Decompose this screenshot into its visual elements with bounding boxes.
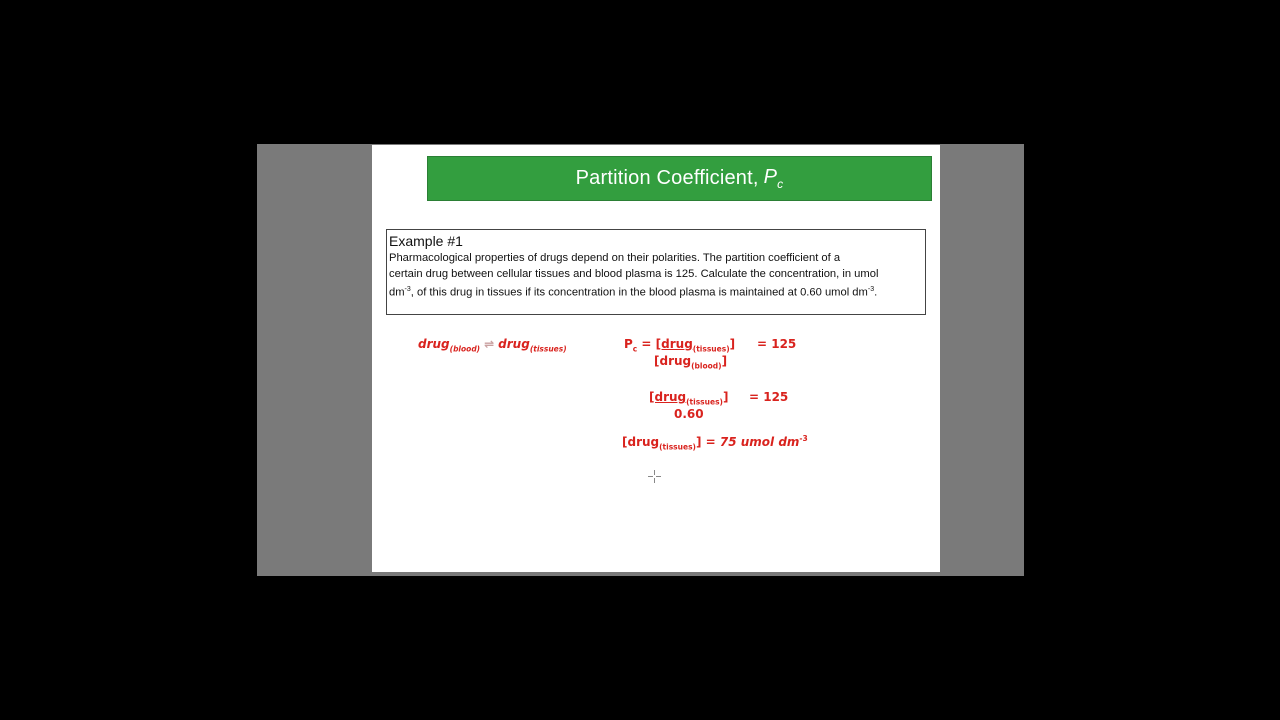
equation-1-denominator: [drug$_{(blood)}$] <box>654 354 728 371</box>
equation-1-numerator-line: $P_c$ = [drug$_{(tissues)}$] <box>624 337 736 354</box>
equation-3: [drug$_{(tissues)}$] = 75 umol $dm^{-3}$ <box>622 434 808 452</box>
slide-title-banner <box>427 156 932 201</box>
equation-2-result: = 125 <box>749 390 789 404</box>
equation-1-result: = 125 <box>757 337 797 351</box>
title-symbol: $P_c$ <box>763 166 784 191</box>
crosshair-cursor-icon <box>648 470 661 483</box>
equation-2-denominator: 0.60 <box>674 407 704 421</box>
example-heading: Example #1 <box>389 233 463 249</box>
example-box <box>386 229 926 315</box>
reaction-equation: drug$_{(blood)}$ ⇌ drug$_{(tissues)}$ <box>418 337 567 354</box>
example-text: Pharmacological properties of drugs depend on their polarities. The partition coefficient of a certain drug between cellular tissues and blood plasma is 125. Calculate the concentration, in umol $dm^{-3}$, of this drug in tissues if its concentration in the blood plasma is maintained at 0.60 umol $dm^{-3}$. <box>389 252 879 299</box>
slide-title: Partition Coefficient, <box>575 167 759 189</box>
equation-2-numerator: [drug$_{(tissues)}$] <box>649 390 729 407</box>
